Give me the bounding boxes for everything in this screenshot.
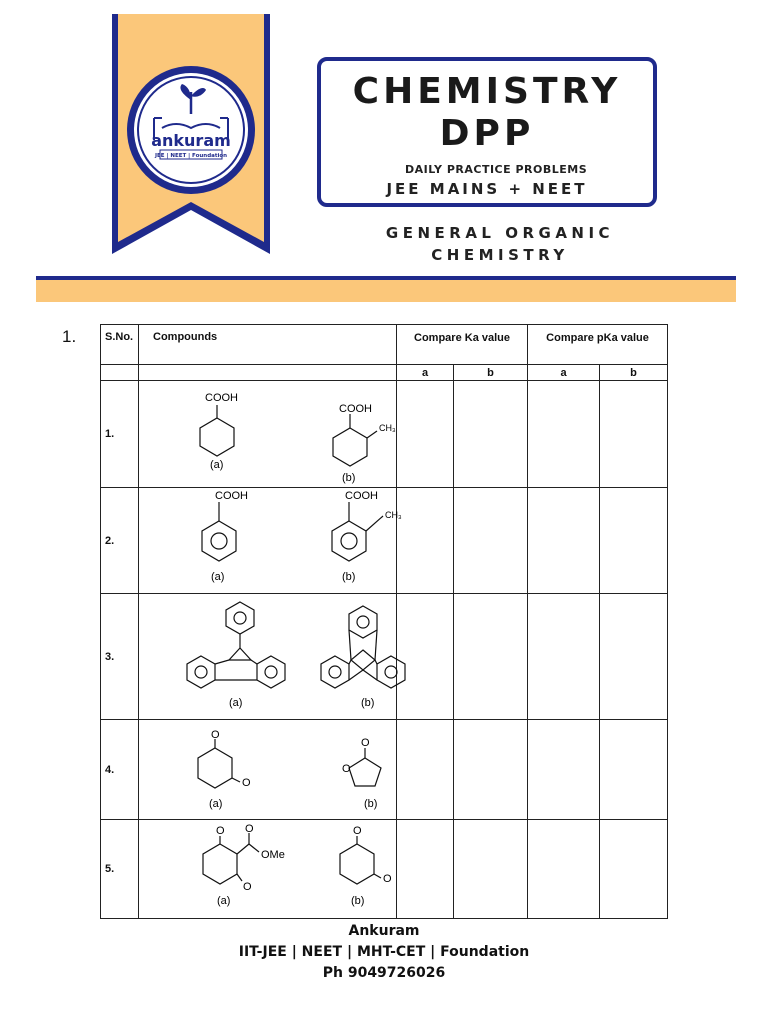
header-pka-a: a	[528, 365, 600, 381]
logo-tagline: JEE | NEET | Foundation	[154, 153, 228, 159]
structure-text: CH₃	[385, 510, 402, 520]
header-compounds: Compounds	[139, 325, 397, 365]
header-sno: S.No.	[101, 325, 139, 365]
row-number: 1.	[101, 381, 139, 488]
compound-label: (b)	[364, 798, 378, 810]
subject-heading	[330, 222, 670, 266]
compound-label: (a)	[209, 798, 223, 810]
truxene-like-structure	[321, 606, 405, 688]
compounds-cell	[139, 820, 397, 919]
compounds-cell	[139, 594, 397, 720]
table-row	[101, 488, 668, 594]
structure-text: COOH	[205, 392, 238, 404]
structure-text: O	[242, 777, 251, 789]
title-box	[317, 57, 657, 207]
title-chemistry: CHEMISTRY	[352, 71, 622, 112]
structure-text: COOH	[345, 490, 378, 502]
compound-label: (b)	[342, 571, 356, 583]
butyrolactone-structure	[349, 748, 381, 786]
structure-text: O	[383, 873, 392, 885]
table-row	[101, 594, 668, 720]
structure-text: O	[353, 825, 362, 837]
compound-label: (b)	[361, 697, 375, 709]
structure-text: O	[211, 729, 220, 741]
header-ka-a: a	[397, 365, 454, 381]
footer	[0, 921, 768, 984]
subject-line-2: CHEMISTRY	[431, 246, 569, 264]
footer-courses: IIT-JEE | NEET | MHT-CET | Foundation	[238, 944, 530, 960]
title-dpp: DPP	[439, 113, 535, 154]
row-number: 3.	[101, 594, 139, 720]
header-divider-band	[36, 280, 736, 302]
comparison-table	[100, 324, 667, 918]
structure-text: O	[342, 763, 351, 775]
phenylfluorene-structure	[187, 602, 285, 688]
structure-text: O	[361, 737, 370, 749]
cyclohexanedione-structure	[340, 836, 381, 884]
structure-text: COOH	[215, 490, 248, 502]
header-ka-b: b	[454, 365, 528, 381]
logo-name: ankuram	[151, 131, 231, 150]
question-number: 1.	[62, 327, 77, 346]
compound-label: (b)	[351, 895, 365, 907]
benzoic-acid-structure	[202, 502, 383, 561]
row-number: 5.	[101, 820, 139, 919]
compound-label: (a)	[229, 697, 243, 709]
title-daily-practice: DAILY PRACTICE PROBLEMS	[405, 163, 588, 176]
structure-text: CH₃	[379, 423, 396, 433]
footer-brand: Ankuram	[348, 923, 420, 939]
structure-text: O	[216, 825, 225, 837]
table-row	[101, 720, 668, 820]
header-compare-pka: Compare pKa value	[528, 325, 668, 365]
table-row	[101, 381, 668, 488]
compound-label: (a)	[210, 459, 224, 471]
compound-label: (a)	[211, 571, 225, 583]
compounds-cell	[139, 488, 402, 594]
footer-phone: Ph 9049726026	[322, 965, 446, 981]
methyl-dioxocyclohexanecarboxylate-structure	[203, 833, 259, 884]
compound-label: (a)	[217, 895, 231, 907]
cyclohexanedione-structure	[198, 739, 240, 788]
table-row	[101, 820, 668, 919]
header-compare-ka: Compare Ka value	[397, 325, 528, 365]
structure-text: O	[243, 881, 252, 893]
structure-text: COOH	[339, 403, 372, 415]
compound-label: (b)	[342, 472, 356, 484]
row-number: 4.	[101, 720, 139, 820]
subject-line-1: GENERAL ORGANIC	[385, 224, 615, 242]
row-number: 2.	[101, 488, 139, 594]
ankuram-logo-ribbon	[112, 14, 270, 254]
compounds-cell	[139, 381, 397, 488]
header-pka-b: b	[600, 365, 668, 381]
title-exams: JEE MAINS + NEET	[386, 180, 588, 198]
compounds-cell	[139, 720, 397, 820]
structure-text: OMe	[261, 849, 285, 861]
structure-text: O	[245, 823, 254, 835]
